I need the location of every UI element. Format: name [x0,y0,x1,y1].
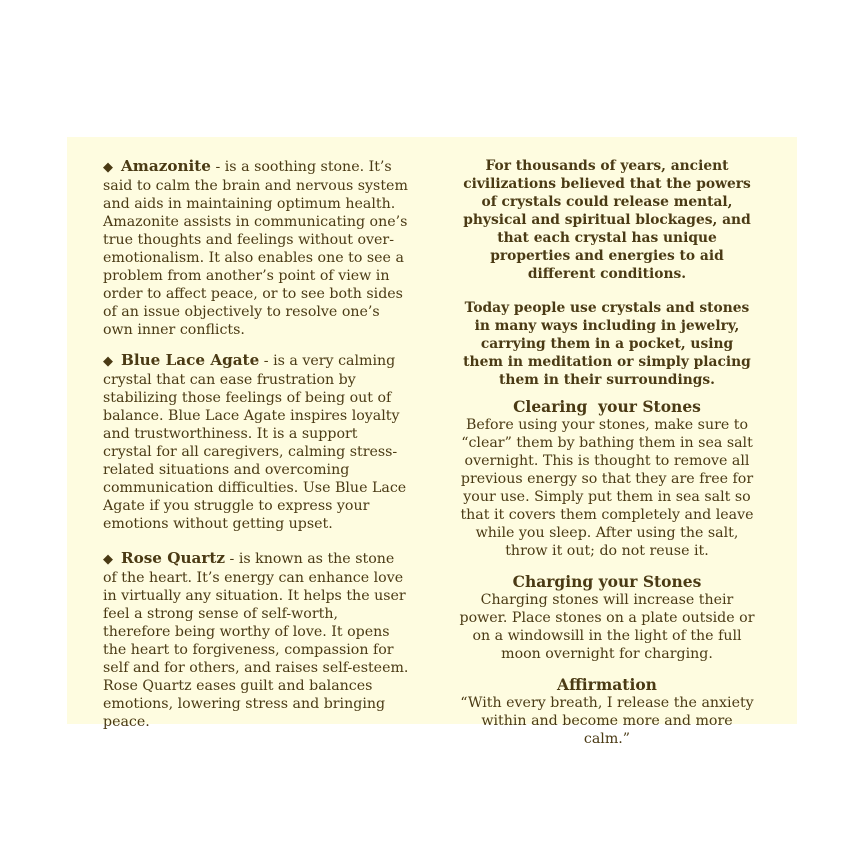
intro-paragraph-usage: Today people use crystals and stones in many ways including in jewelry, carrying them in a pocket, using them in meditation or simply placing them in their surroundings. [463,300,751,388]
clearing-section [459,397,755,560]
stone-name: Blue Lace Agate [121,351,260,369]
stone-entry-blue-lace-agate [103,351,409,533]
affirmation-section [459,675,755,748]
diamond-bullet-icon: ◆ [103,354,113,369]
charging-heading: Charging your Stones [512,572,702,591]
stone-description: - is known as the stone of the heart. It’s energy can enhance love in virtually any situation. It helps the user feel a strong sense of self-worth, therefore being worthy of love. It opens the heart to forgiveness, compassion for self and for others, and raises self-esteem. Rose Quartz eases guilt and balances emotions, lowering stress and bringing peace. [103,551,409,730]
diamond-bullet-icon: ◆ [103,552,113,567]
info-column [459,157,755,760]
clearing-heading: Clearing your Stones [513,397,701,416]
affirmation-heading: Affirmation [557,675,657,694]
stone-description: - is a soothing stone. It’s said to calm the brain and nervous system and aids in maintaining optimum health. Amazonite assists in communicating one’s true thoughts and feelings without over-emotionalism. It also enables one to see a problem from another’s point of view in order to affect peace, or to see both sides of an issue objectively to resolve one’s own inner conflicts. [103,159,408,338]
stone-name: Amazonite [121,157,211,175]
stone-description: - is a very calming crystal that can ease frustration by stabilizing those feelings of being out of balance. Blue Lace Agate inspires loyalty and trustworthiness. It is a support crystal for all caregivers, calming stress-related situations and overcoming communication difficulties. Use Blue Lace Agate if you struggle to express your emotions without getting upset. [103,353,407,532]
stone-entry-rose-quartz [103,549,409,731]
charging-section [459,572,755,663]
intro-paragraph-history: For thousands of years, ancient civilizations believed that the powers of crystals could release mental, physical and spiritual blockages, and that each crystal has unique properties and energies to aid different conditions. [463,158,751,282]
stone-entry-amazonite [103,157,409,339]
clearing-text: Before using your stones, make sure to “clear” them by bathing them in sea salt overnight. This is thought to remove all previous energy so that they are free for your use. Simply put them in sea salt so that it covers them completely and leave while you sleep. After using the salt, throw it out; do not reuse it. [460,417,754,559]
stones-column [103,157,409,743]
diamond-bullet-icon: ◆ [103,160,113,175]
affirmation-text: “With every breath, I release the anxiety within and become more and more calm.” [460,695,754,747]
stone-name: Rose Quartz [121,549,226,567]
brochure-page [67,137,797,747]
charging-text: Charging stones will increase their power. Place stones on a plate outside or on a windowsill in the light of the full moon overnight for charging. [459,592,755,662]
